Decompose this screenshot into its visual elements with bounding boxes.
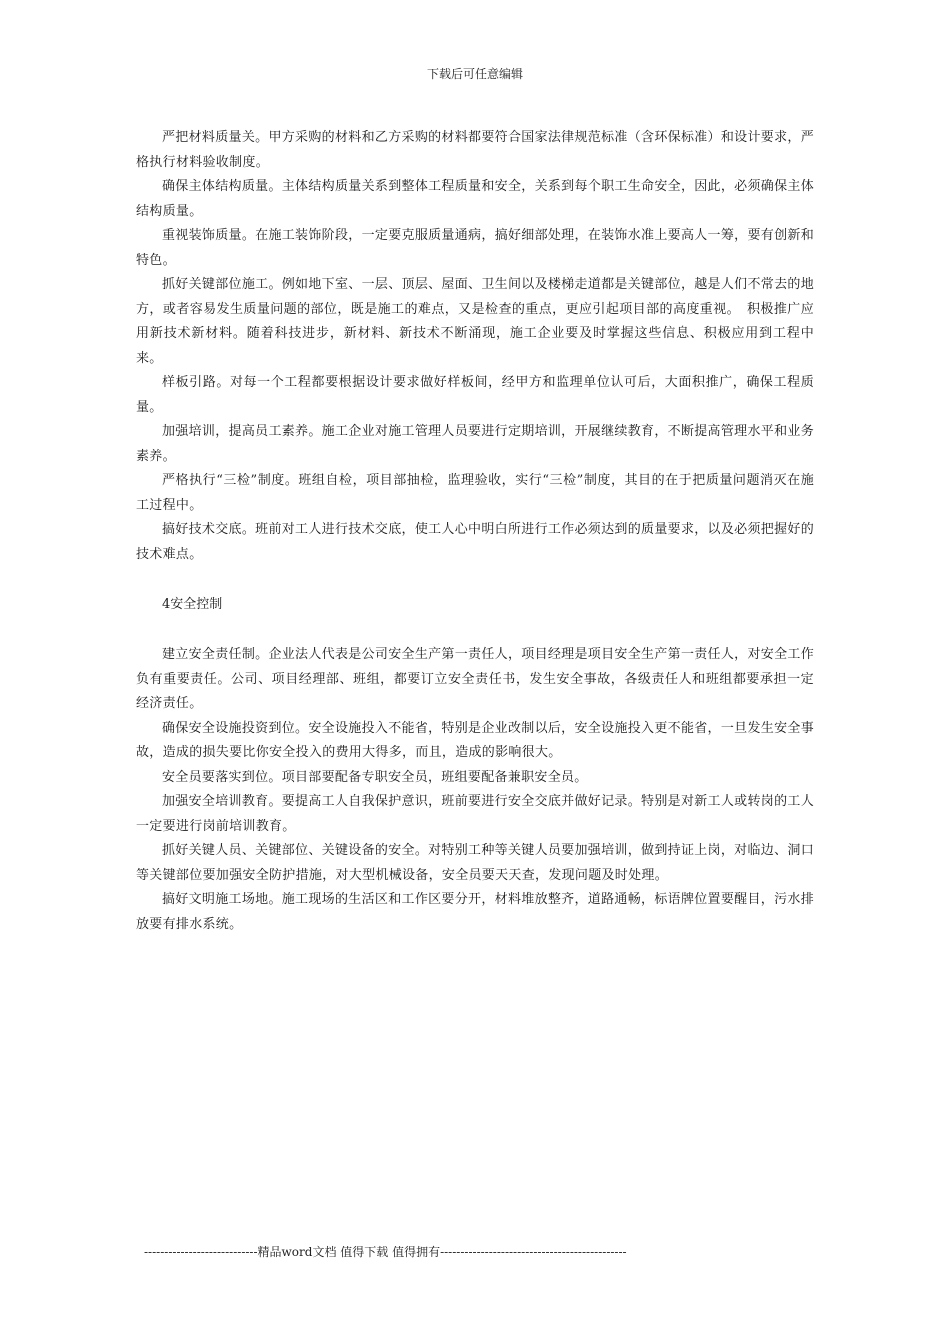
paragraph-sample-room: 样板引路。对每一个工程都要根据设计要求做好样板间，经甲方和监理单位认可后，大面积推广，确保工程质量。: [136, 375, 814, 415]
paragraph-technical-briefing: 搞好技术交底。班前对工人进行技术交底，使工人心中明白所进行工作必须达到的质量要求，以及必须把握好的技术难点。: [136, 522, 814, 562]
paragraph-decoration-quality: 重视装饰质量。在施工装饰阶段，一定要克服质量通病，搞好细部处理，在装饰水准上要高人一筹，要有创新和特色。: [136, 228, 814, 268]
paragraph-three-checks: 严格执行“三检”制度。班组自检，项目部抽检，监理验收，实行“三检”制度，其目的在于把质量问题消灭在施工过程中。: [136, 473, 814, 513]
paragraph-key-parts: 抓好关键部位施工。例如地下室、一层、顶层、屋面、卫生间以及楼梯走道都是关键部位，越是人们不常去的地方，或者容易发生质量问题的部位，既是施工的难点，又是检查的重点，更应引起项目部的高度重视。 积极推广应用新技术新材料。随着科技进步，新材料、新技术不断涌现，施工企业要及时掌握这些信息、积极应用到工程中来。: [136, 277, 814, 366]
paragraph-safety-investment: 确保安全设施投资到位。安全设施投入不能省，特别是企业改制以后，安全设施投入更不能省，一旦发生安全事故，造成的损失要比你安全投入的费用大得多，而且，造成的影响很大。: [136, 720, 814, 760]
section-heading-safety: 4安全控制: [162, 597, 223, 612]
paragraph-key-safety: 抓好关键人员、关键部位、关键设备的安全。对特别工种等关键人员要加强培训，做到持证上岗，对临边、洞口等关键部位要加强安全防护措施，对大型机械设备，安全员要天天查，发现问题及时处理。: [136, 843, 814, 883]
page-footer: ----------------------------精品word文档 值得下载 值得拥有----------------------------------------------: [144, 1245, 627, 1259]
paragraph-safety-officer: 安全员要落实到位。项目部要配备专职安全员，班组要配备兼职安全员。: [162, 769, 588, 785]
paragraph-material-quality: 严把材料质量关。甲方采购的材料和乙方采购的材料都要符合国家法律规范标准（含环保标准）和设计要求，严格执行材料验收制度。: [136, 130, 814, 170]
paragraph-safety-responsibility: 建立安全责任制。企业法人代表是公司安全生产第一责任人，项目经理是项目安全生产第一责任人，对安全工作负有重要责任。公司、项目经理部、班组，都要订立安全责任书，发生安全事故，各级责任人和班组都要承担一定经济责任。: [136, 647, 814, 711]
page-header: 下载后可任意编辑: [426, 67, 523, 81]
paragraph-structure-quality: 确保主体结构质量。主体结构质量关系到整体工程质量和安全，关系到每个职工生命安全，因此，必须确保主体结构质量。: [136, 179, 814, 219]
paragraph-civilized-site: 搞好文明施工场地。施工现场的生活区和工作区要分开，材料堆放整齐，道路通畅，标语牌位置要醒目，污水排放要有排水系统。: [136, 892, 814, 932]
paragraph-safety-training: 加强安全培训教育。要提高工人自我保护意识，班前要进行安全交底并做好记录。特别是对新工人或转岗的工人一定要进行岗前培训教育。: [136, 794, 814, 834]
document-body: [136, 126, 814, 937]
paragraph-training: 加强培训，提高员工素养。施工企业对施工管理人员要进行定期培训，开展继续教育，不断提高管理水平和业务素养。: [136, 424, 814, 464]
